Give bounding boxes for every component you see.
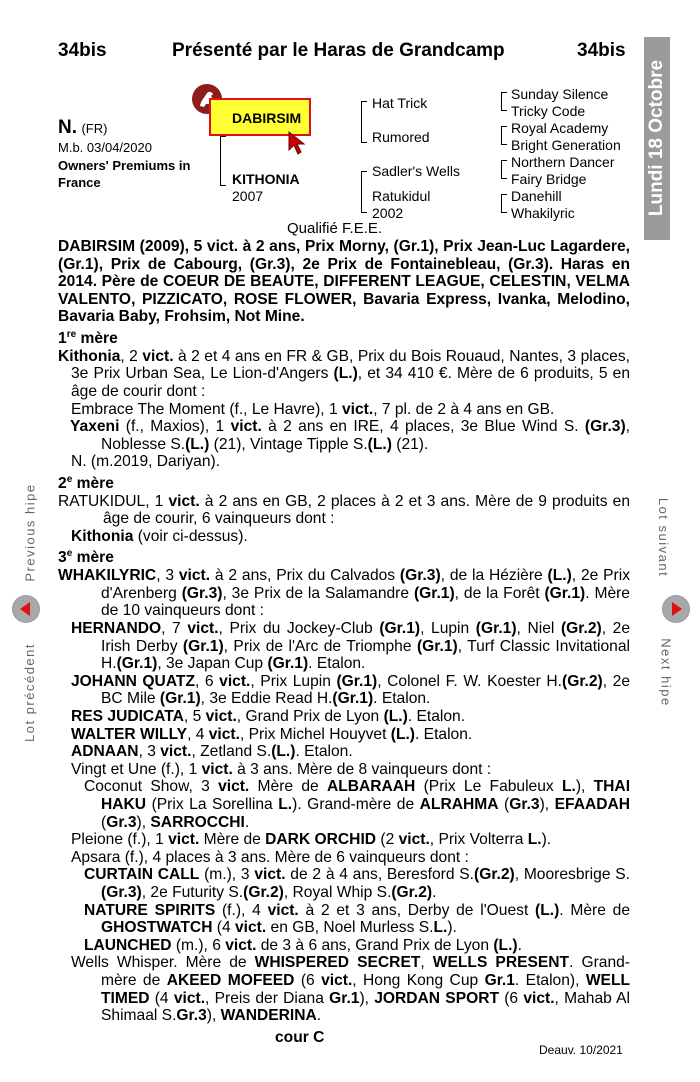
produce-walter-willy: WALTER WILLY, 4 vict., Prix Michel Houyvet (L.). Etalon. <box>71 725 473 743</box>
ped-g2: Rumored <box>372 129 430 145</box>
qualifie-fee: Qualifié F.E.E. <box>287 220 383 237</box>
footer-ref: Deauv. 10/2021 <box>539 1043 623 1057</box>
produce-johann-quatz: JOHANN QUATZ, 6 vict., Prix Lupin (Gr.1), Colonel F. W. Koester H.(Gr.2), 2e BC Mile (Gr.1), 3e Eddie Read H.(Gr.1). Etalon. <box>71 672 631 708</box>
section-1re-mere: 1re mère <box>58 328 118 348</box>
produce-wells-whisper: Wells Whisper. Mère de WHISPERED SECRET, WELLS PRESENT. Grand-mère de AKEED MOFEED (6 vict., Hong Kong Cup Gr.1. Etalon), WELL TIMED (4 vict., Preis der Diana Gr.1), JORDAN SPORT (6 vict., Mahab Al Shimaal S.Gr.3), WANDERINA. <box>71 954 631 1025</box>
produce-embrace: Embrace The Moment (f., Le Havre), 1 vict., 7 pl. de 2 à 4 ans en GB. <box>71 400 555 418</box>
ped-g4-year: 2002 <box>372 205 404 221</box>
lot-sex: N. (FR) <box>58 117 108 138</box>
next-lot-button[interactable] <box>662 595 690 623</box>
section-3e-mere: 3e mère <box>58 548 114 567</box>
section-2e-mere: 2e mère <box>58 473 114 493</box>
produce-curtain-call: CURTAIN CALL (m.), 3 vict. de 2 à 4 ans, Beresford S.(Gr.2), Mooresbrige S.(Gr.3), 2e Futurity S.(Gr.2), Royal Whip S.(Gr.2). <box>84 866 630 901</box>
lot-number-right: 34bis <box>577 40 626 61</box>
produce-vingt-et-une: Vingt et Une (f.), 1 vict. à 3 ans. Mère de 8 vainqueurs dont : <box>71 760 492 778</box>
dam-year: 2007 <box>232 188 264 204</box>
date-banner <box>644 37 670 240</box>
lot-suivant-label[interactable]: Lot suivant <box>656 497 672 578</box>
date-banner-text: Lundi 18 Octobre <box>646 59 667 217</box>
produce-res-judicata: RES JUDICATA, 5 vict., Grand Prix de Lyon (L.). Etalon. <box>71 708 466 725</box>
ped-g1: Hat Trick <box>372 95 428 111</box>
ped-gg-3: Bright Generation <box>511 137 621 153</box>
ped-gg-7: Whakilyric <box>511 205 575 221</box>
lot-precedent-label[interactable]: Lot précédent <box>22 642 38 743</box>
whakilyric-paragraph: WHAKILYRIC, 3 vict. à 2 ans, Prix du Calvados (Gr.3), de la Hézière (L.), 2e Prix d'Arenberg (Gr.3), 3e Prix de la Salamandre (Gr.1), de la Forêt (Gr.1). Mère de 10 vainqueurs dont : <box>58 567 630 620</box>
produce-nature-spirits: NATURE SPIRITS (f.), 4 vict. à 2 et 3 ans, Derby de l'Ouest (L.). Mère de GHOSTWATCH (4 vict. en GB, Noel Murless S.L.). <box>84 901 630 937</box>
produce-adnaan: ADNAAN, 3 vict., Zetland S.(L.). Etalon. <box>71 743 353 761</box>
previous-hipe-label[interactable]: Previous hipe <box>22 483 38 582</box>
ped-gg-6: Danehill <box>511 188 562 204</box>
kithonia-ref: Kithonia (voir ci-dessus). <box>71 527 248 545</box>
cursor-icon <box>287 130 307 161</box>
ped-g4: Ratukidul <box>372 188 431 204</box>
produce-launched: LAUNCHED (m.), 6 vict. de 3 à 6 ans, Grand Prix de Lyon (L.). <box>84 936 522 954</box>
lot-number-left: 34bis <box>58 40 107 61</box>
catalogue-body <box>58 238 630 1025</box>
cour-label: cour C <box>275 1029 325 1046</box>
produce-pleione: Pleione (f.), 1 vict. Mère de DARK ORCHID (2 vict., Prix Volterra L.). <box>71 831 552 849</box>
produce-hernando: HERNANDO, 7 vict., Prix du Jockey-Club (Gr.1), Lupin (Gr.1), Niel (Gr.2), 2e Irish Derby (Gr.1), Prix de l'Arc de Triomphe (Gr.1), Turf Classic Invitational H.(Gr.1), 3e Japan Cup (Gr.1). Etalon. <box>71 620 630 673</box>
ped-gg-4: Northern Dancer <box>511 154 615 170</box>
owners-premiums: Owners' Premiums in France <box>58 158 191 190</box>
page-title: Présenté par le Haras de Grandcamp <box>172 40 505 61</box>
ped-gg-1: Tricky Code <box>511 103 586 119</box>
sire-paragraph: DABIRSIM (2009), 5 vict. à 2 ans, Prix Morny, (Gr.1), Prix Jean-Luc Lagardere, (Gr.1), Prix de Cabourg, (Gr.3), 2e Prix de Fontainebleau, (Gr.3). Haras en 2014. Père de COEUR DE BEAUTE, DIFFERENT LEAGUE, CELESTIN, VELMA VALENTO, PIZZICATO, ROSE FLOWER, Bavaria Express, Ivanka, Melodino, Bavaria Baby, Frohsim, Not Mine. <box>58 238 630 326</box>
produce-yaxeni: Yaxeni (f., Maxios), 1 vict. à 2 ans en IRE, 4 places, 3e Blue Wind S. (Gr.3), Noblesse S.(L.) (21), Vintage Tipple S.(L.) (21). <box>70 418 630 453</box>
ped-g3: Sadler's Wells <box>372 163 460 179</box>
ped-gg-2: Royal Academy <box>511 120 609 136</box>
arrow-left-icon <box>12 595 40 623</box>
dam-name: KITHONIA <box>232 171 300 187</box>
birth-date: M.b. 03/04/2020 <box>58 140 152 155</box>
arrow-right-icon <box>662 595 690 623</box>
produce-apsara: Apsara (f.), 4 places à 3 ans. Mère de 6 vainqueurs dont : <box>71 848 469 866</box>
ped-gg-5: Fairy Bridge <box>511 171 587 187</box>
previous-lot-button[interactable] <box>12 595 40 623</box>
ped-gg-0: Sunday Silence <box>511 86 609 102</box>
dam-paragraph: Kithonia, 2 vict. à 2 et 4 ans en FR & GB, Prix du Bois Rouaud, Nantes, 3 places, 3e Prix Urban Sea, Le Lion-d'Angers (L.), et 34 410 €. Mère de 6 produits, 5 en âge de courir dont : <box>58 347 630 400</box>
produce-coconut-show: Coconut Show, 3 vict. Mère de ALBARAAH (Prix Le Fabuleux L.), THAI HAKU (Prix La Sorellina L.). Grand-mère de ALRAHMA (Gr.3), EFAADAH (Gr.3), SARROCCHI. <box>84 778 631 831</box>
sire-name: DABIRSIM <box>232 110 302 126</box>
next-hipe-label[interactable]: Next hipe <box>658 638 674 707</box>
ratukidul-paragraph: RATUKIDUL, 1 vict. à 2 ans en GB, 2 places à 2 et 3 ans. Mère de 9 produits en âge de courir, 6 vainqueurs dont : <box>58 492 630 528</box>
produce-2019: N. (m.2019, Dariyan). <box>71 453 221 471</box>
